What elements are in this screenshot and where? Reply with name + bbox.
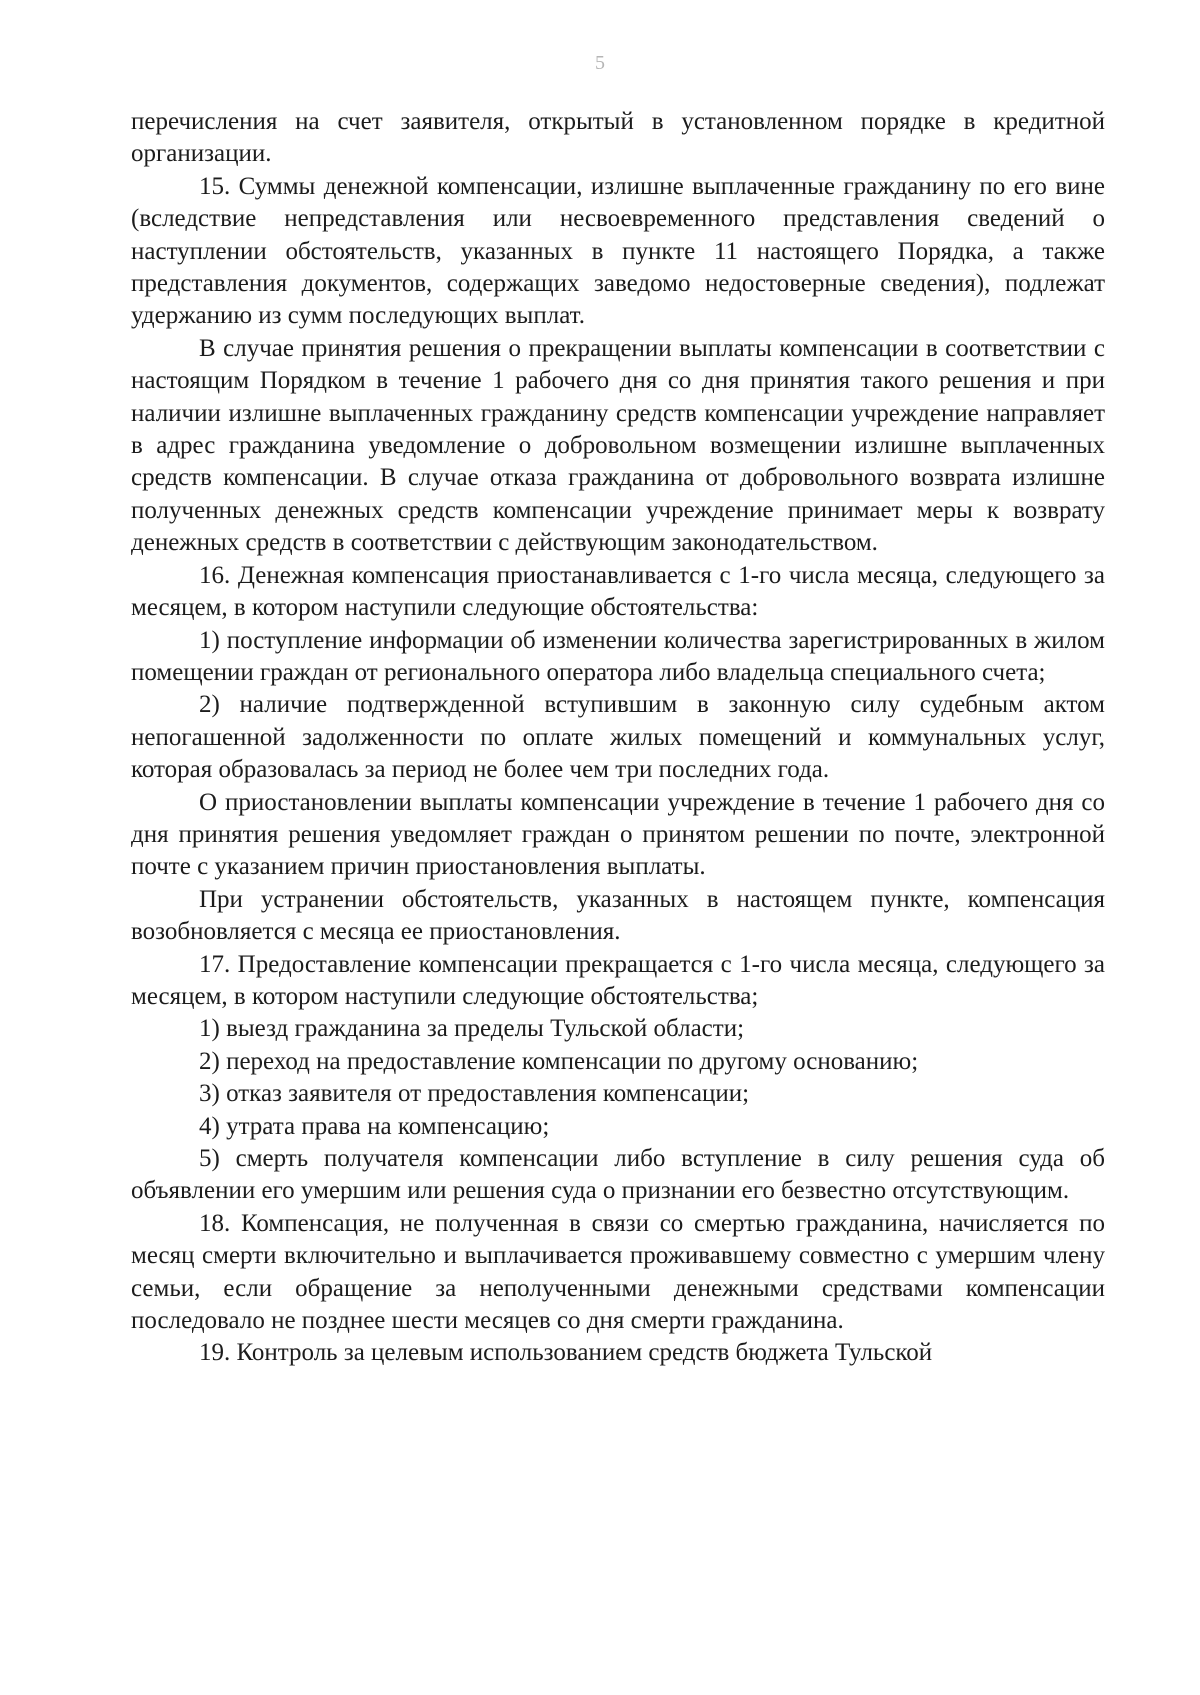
paragraph-item-15: 15. Суммы денежной компенсации, излишне выплаченные гражданину по его вине (вследствие непредставления или несвоевременного представления сведений о наступлении обстоятельств, указанных в пункте 11 настоящего Порядка, а также представления документов, содержащих заведомо недостоверные сведения), подлежат удержанию из сумм последующих выплат. <box>131 172 1105 330</box>
paragraph-item-16-sub-1: 1) поступление информации об изменении количества зарегистрированных в жилом помещении граждан от регионального оператора либо владельца специального счета; <box>131 626 1105 686</box>
paragraph-refund-procedure: В случае принятия решения о прекращении выплаты компенсации в соответствии с настоящим Порядком в течение 1 рабочего дня со дня принятия такого решения и при наличии излишне выплаченных гражданину средств компенсации учреждение направляет в адрес гражданина уведомление о добровольном возмещении излишне выплаченных средств компенсации. В случае отказа гражданина от добровольного возврата излишне полученных денежных средств компенсации учреждение принимает меры к возврату денежных средств в соответствии с действующим законодательством. <box>131 334 1105 557</box>
paragraph-item-17-sub-1: 1) выезд гражданина за пределы Тульской области; <box>199 1015 745 1043</box>
paragraph-item-16-sub-2: 2) наличие подтвержденной вступившим в законную силу судебным актом непогашенной задолженности по оплате жилых помещений и коммунальных услуг, которая образовалась за период не более чем три последних года. <box>131 691 1105 784</box>
paragraph-suspension-notice: О приостановлении выплаты компенсации учреждение в течение 1 рабочего дня со дня принятия решения уведомляет граждан о принятом решении по почте, электронной почте с указанием причин приостановления выплаты. <box>131 788 1105 881</box>
page-number: 5 <box>595 52 605 74</box>
paragraph-item-17-sub-5: 5) смерть получателя компенсации либо вступление в силу решения суда об объявлении его умершим или решения суда о признании его безвестно отсутствующим. <box>131 1145 1105 1205</box>
paragraph-item-17: 17. Предоставление компенсации прекращается с 1-го числа месяца, следующего за месяцем, в котором наступили следующие обстоятельства; <box>131 950 1105 1010</box>
paragraph-item-19: 19. Контроль за целевым использованием средств бюджета Тульской <box>199 1339 933 1367</box>
paragraph-item-16: 16. Денежная компенсация приостанавливается с 1-го числа месяца, следующего за месяцем, в котором наступили следующие обстоятельства: <box>131 561 1105 622</box>
paragraph-item-17-sub-4: 4) утрата права на компенсацию; <box>199 1112 550 1140</box>
paragraph-item-17-sub-3: 3) отказ заявителя от предоставления компенсации; <box>199 1080 750 1108</box>
document-body <box>131 106 1105 1370</box>
paragraph-continuation: перечисления на счет заявителя, открытый в установленном порядке в кредитной организации. <box>131 108 1105 168</box>
paragraph-item-17-sub-2: 2) переход на предоставление компенсации по другому основанию; <box>199 1047 919 1075</box>
paragraph-item-18: 18. Компенсация, не полученная в связи со смертью гражданина, начисляется по месяц смерти включительно и выплачивается проживавшему совместно с умершим члену семьи, если обращение за неполученными денежными средствами компенсации последовало не позднее шести месяцев со дня смерти гражданина. <box>131 1209 1105 1335</box>
paragraph-resumption: При устранении обстоятельств, указанных в настоящем пункте, компенсация возобновляется с месяца ее приостановления. <box>131 885 1105 946</box>
